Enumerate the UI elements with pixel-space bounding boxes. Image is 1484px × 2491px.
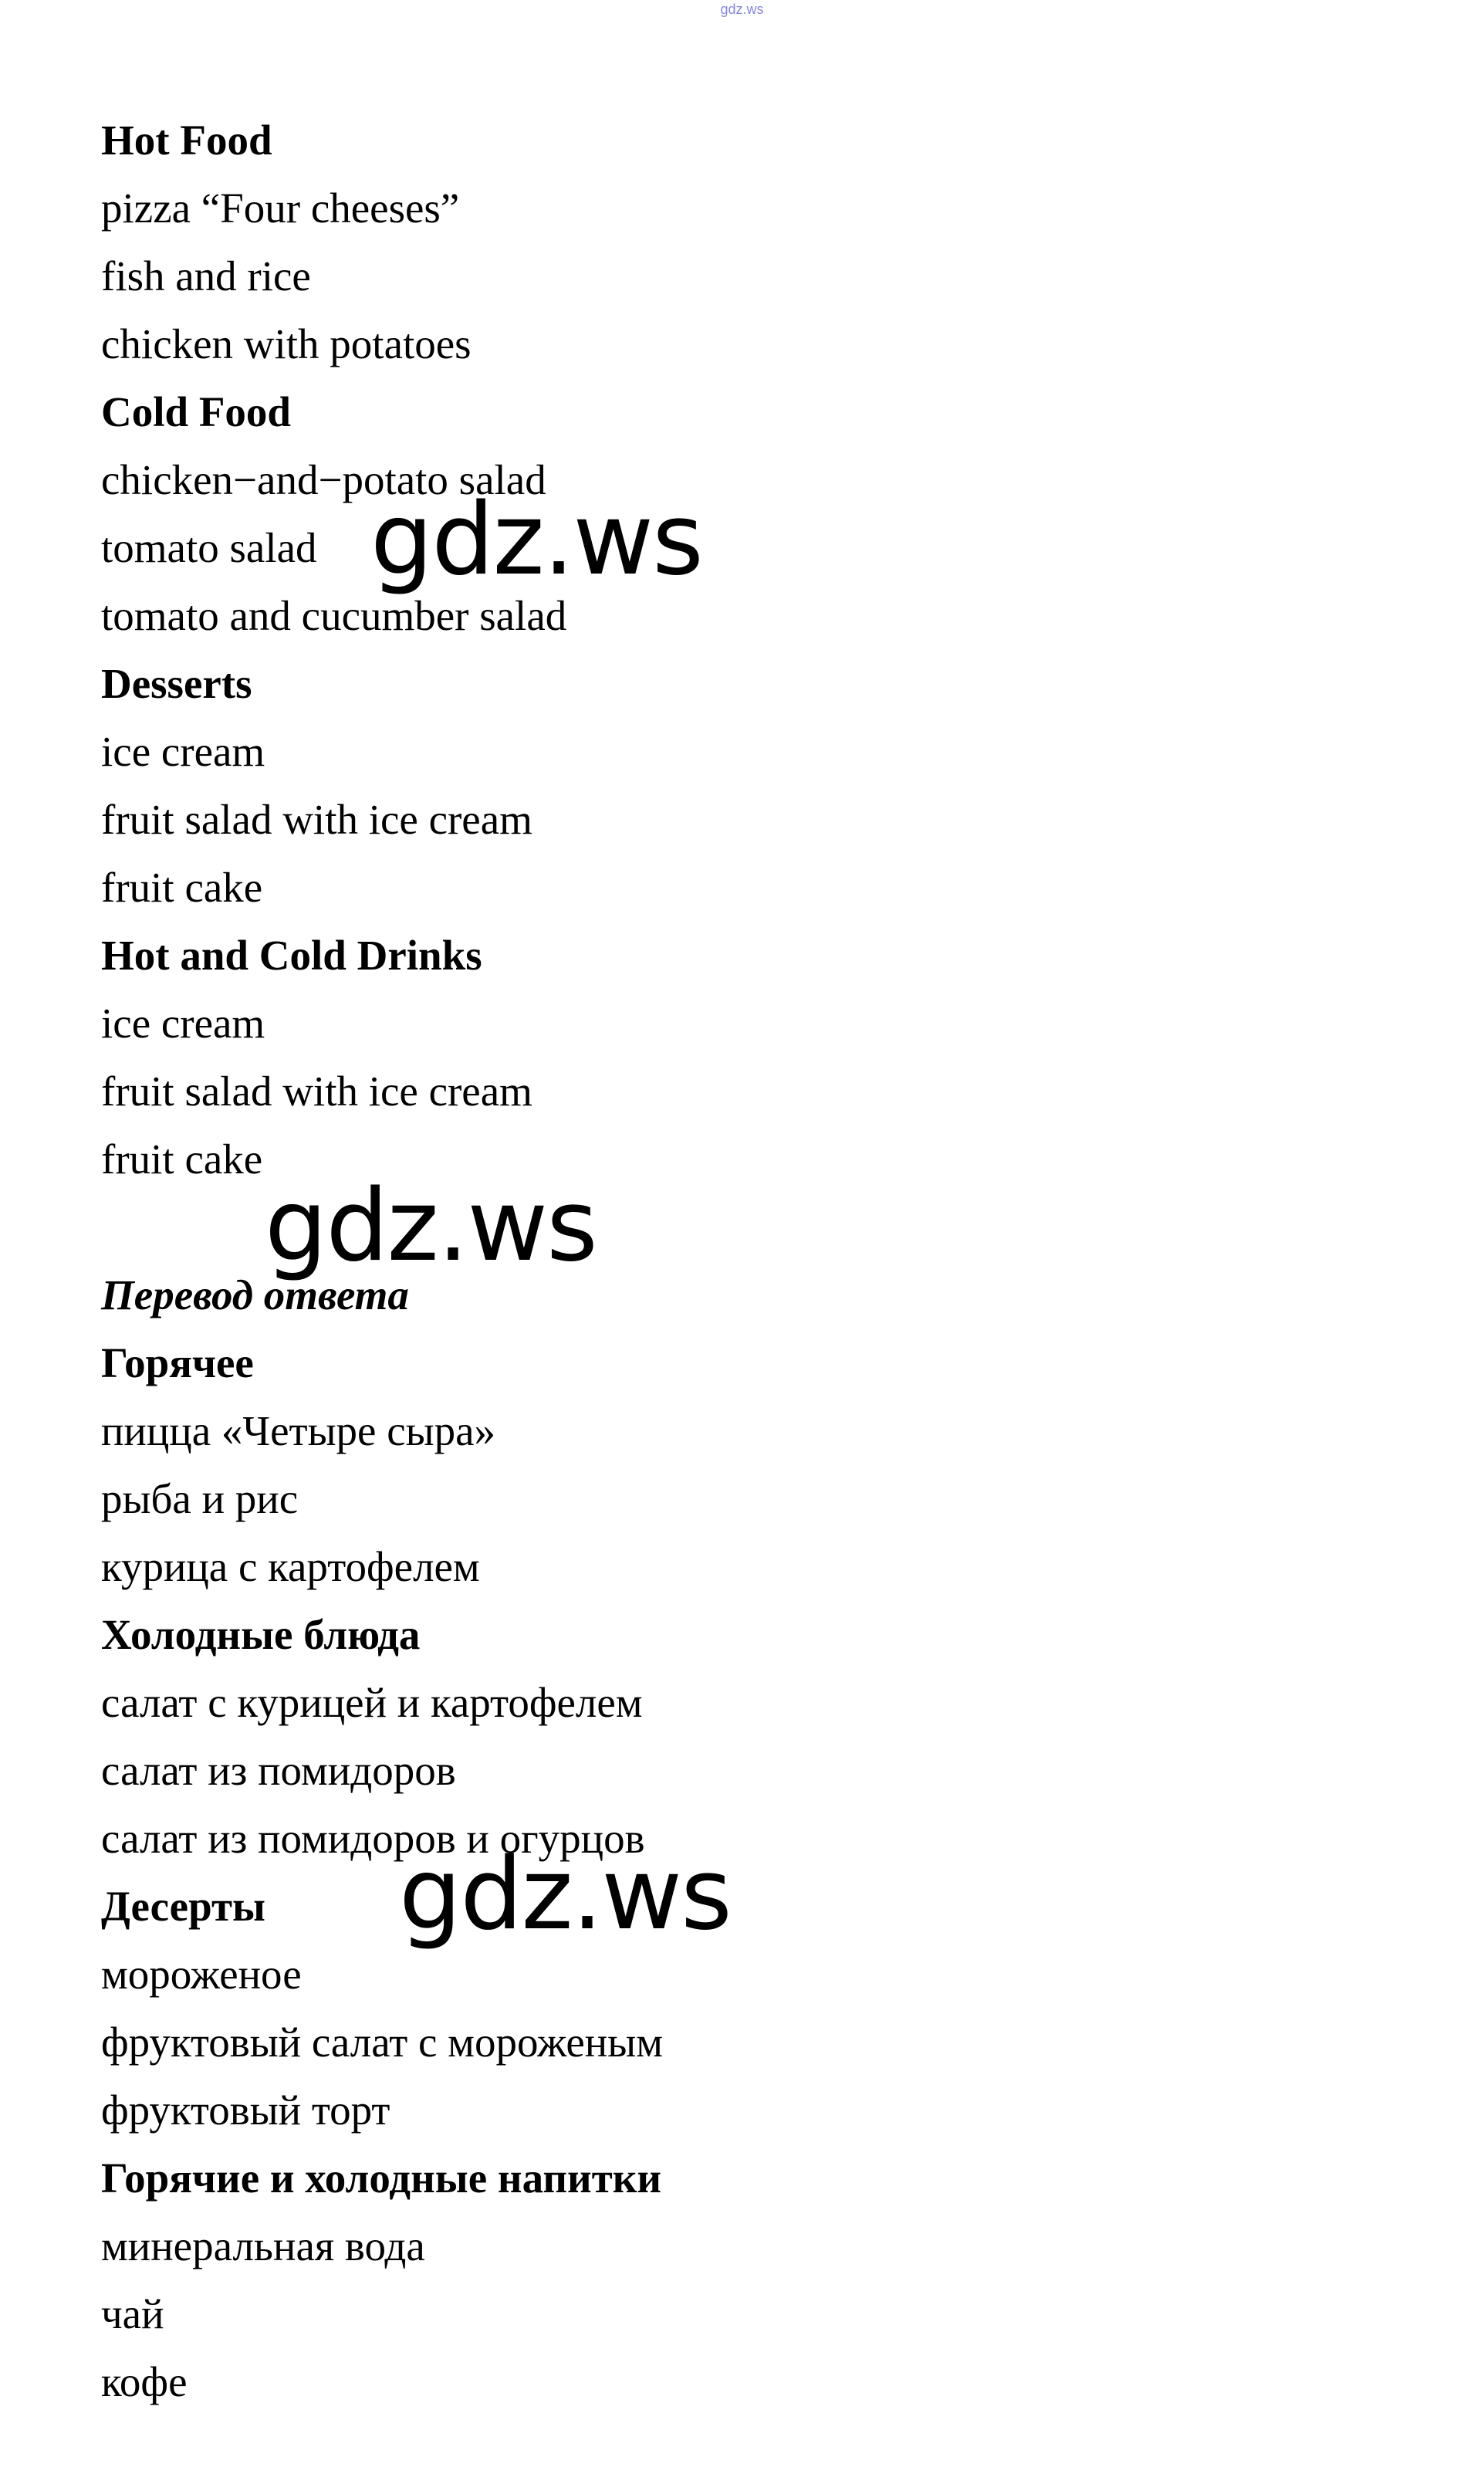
list-item: chicken with potatoes bbox=[101, 320, 472, 367]
list-item: fish and rice bbox=[101, 252, 311, 300]
list-item: fruit cake bbox=[101, 1136, 263, 1183]
heading-desserts-ru: Десерты bbox=[101, 1883, 265, 1930]
list-item: фруктовый салат с мороженым bbox=[101, 2019, 663, 2066]
heading-cold-food: Cold Food bbox=[101, 388, 292, 435]
list-item: fruit salad with ice cream bbox=[101, 1068, 532, 1115]
watermark: gdz.ws bbox=[370, 482, 702, 597]
list-item: ice cream bbox=[101, 728, 265, 775]
list-item: фруктовый торт bbox=[101, 2087, 390, 2134]
list-item: салат из помидоров и огурцов bbox=[101, 1815, 645, 1862]
heading-drinks-ru: Горячие и холодные напитки bbox=[101, 2154, 662, 2202]
list-item: пицца «Четыре сыра» bbox=[101, 1407, 495, 1454]
list-item: рыба и рис bbox=[101, 1475, 299, 1522]
list-item: fruit cake bbox=[101, 864, 263, 911]
watermark: gdz.ws bbox=[265, 1169, 597, 1284]
heading-hot-ru: Горячее bbox=[101, 1339, 254, 1386]
heading-cold-ru: Холодные блюда bbox=[101, 1611, 421, 1658]
list-item: tomato and cucumber salad bbox=[101, 592, 567, 639]
heading-drinks: Hot and Cold Drinks bbox=[101, 932, 482, 979]
list-item: tomato salad bbox=[101, 524, 317, 571]
list-item: минеральная вода bbox=[101, 2222, 425, 2269]
list-item: кофе bbox=[101, 2358, 188, 2405]
heading-desserts: Desserts bbox=[101, 660, 252, 707]
list-item: chicken−and−potato salad bbox=[101, 456, 546, 503]
list-item: ice cream bbox=[101, 1000, 265, 1047]
heading-hot-food: Hot Food bbox=[101, 117, 272, 164]
list-item: салат с курицей и картофелем bbox=[101, 1679, 643, 1726]
list-item: pizza “Four cheeses” bbox=[101, 184, 460, 232]
translation-title: Перевод ответа bbox=[101, 1271, 409, 1318]
list-item: курица с картофелем bbox=[101, 1543, 480, 1590]
list-item: мороженое bbox=[101, 1951, 302, 1998]
list-item: салат из помидоров bbox=[101, 1747, 456, 1794]
top-watermark: gdz.ws bbox=[720, 2, 764, 17]
list-item: fruit salad with ice cream bbox=[101, 796, 532, 843]
list-item: чай bbox=[101, 2290, 164, 2337]
watermark: gdz.ws bbox=[399, 1837, 731, 1952]
